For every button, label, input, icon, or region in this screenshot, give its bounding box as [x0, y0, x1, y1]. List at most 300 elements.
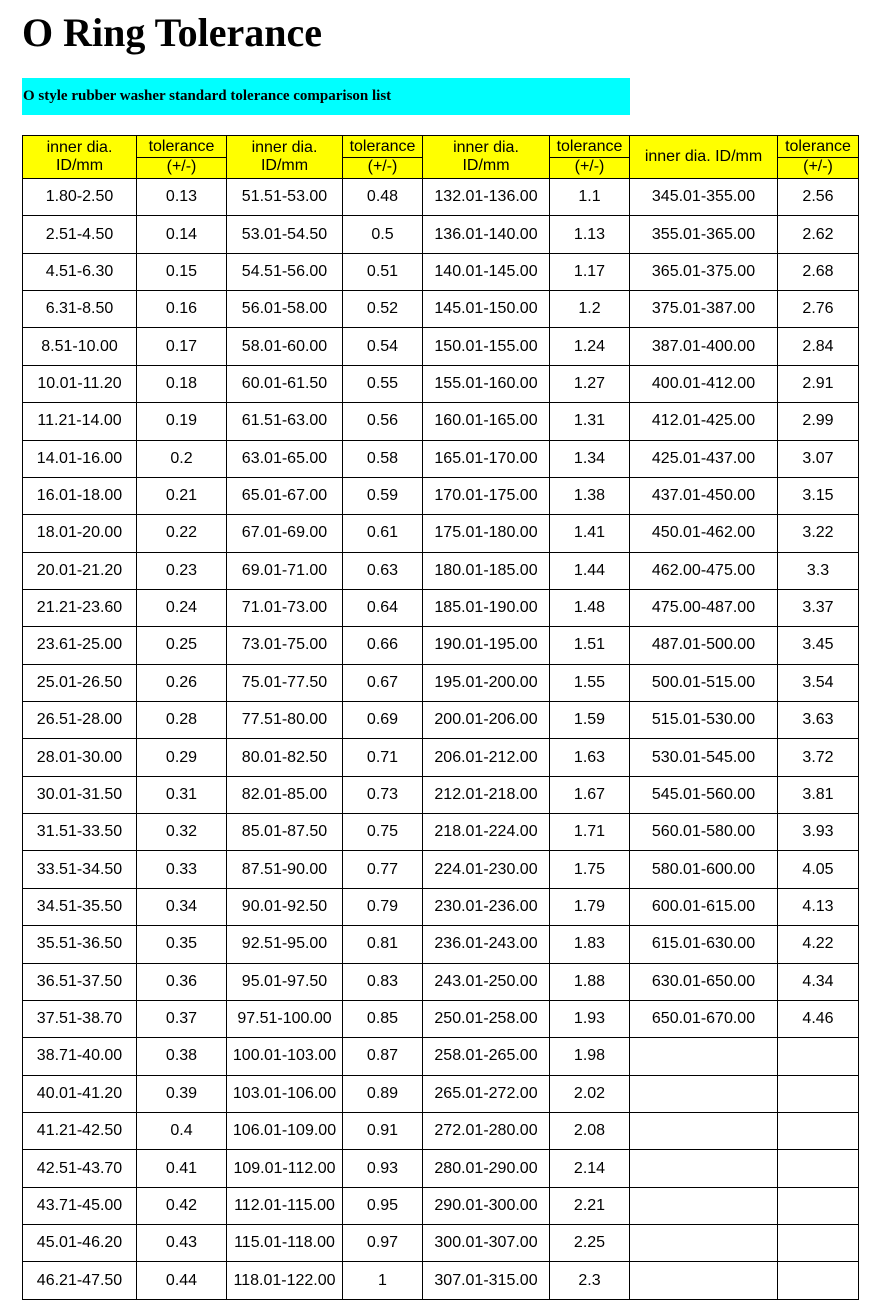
column-header-sublabel: (+/-): [803, 158, 833, 175]
inner-diameter-cell: [630, 1225, 778, 1262]
tolerance-cell: 0.85: [343, 1000, 423, 1037]
inner-diameter-cell: 170.01-175.00: [423, 477, 550, 514]
tolerance-cell: 0.35: [137, 926, 227, 963]
inner-diameter-cell: 30.01-31.50: [23, 776, 137, 813]
inner-diameter-cell: 250.01-258.00: [423, 1000, 550, 1037]
tolerance-cell: 3.37: [778, 589, 859, 626]
tolerance-cell: 1.38: [550, 477, 630, 514]
table-row: [23, 515, 859, 552]
tolerance-cell: [778, 1038, 859, 1075]
inner-diameter-cell: 580.01-600.00: [630, 851, 778, 888]
inner-diameter-cell: 136.01-140.00: [423, 216, 550, 253]
table-row: [23, 589, 859, 626]
tolerance-cell: 0.39: [137, 1075, 227, 1112]
inner-diameter-cell: 45.01-46.20: [23, 1225, 137, 1262]
tolerance-cell: 1.55: [550, 664, 630, 701]
tolerance-cell: [778, 1075, 859, 1112]
inner-diameter-cell: 100.01-103.00: [227, 1038, 343, 1075]
tolerance-cell: 0.37: [137, 1000, 227, 1037]
tolerance-cell: 1.34: [550, 440, 630, 477]
tolerance-cell: 1.75: [550, 851, 630, 888]
table-row: [23, 1225, 859, 1262]
column-header-tolerance-1: [137, 136, 227, 179]
inner-diameter-cell: 60.01-61.50: [227, 365, 343, 402]
inner-diameter-cell: 112.01-115.00: [227, 1187, 343, 1224]
tolerance-cell: 0.42: [137, 1187, 227, 1224]
inner-diameter-cell: 11.21-14.00: [23, 403, 137, 440]
inner-diameter-cell: 206.01-212.00: [423, 739, 550, 776]
tolerance-cell: 1.71: [550, 814, 630, 851]
inner-diameter-cell: 475.00-487.00: [630, 589, 778, 626]
inner-diameter-cell: 54.51-56.00: [227, 253, 343, 290]
tolerance-cell: 0.18: [137, 365, 227, 402]
inner-diameter-cell: 16.01-18.00: [23, 477, 137, 514]
tolerance-cell: 3.54: [778, 664, 859, 701]
inner-diameter-cell: 118.01-122.00: [227, 1262, 343, 1299]
inner-diameter-cell: 23.61-25.00: [23, 627, 137, 664]
table-row: [23, 702, 859, 739]
table-row: [23, 552, 859, 589]
tolerance-cell: 0.61: [343, 515, 423, 552]
tolerance-cell: 0.48: [343, 179, 423, 216]
tolerance-cell: 0.15: [137, 253, 227, 290]
tolerance-cell: 0.83: [343, 963, 423, 1000]
tolerance-cell: 3.45: [778, 627, 859, 664]
inner-diameter-cell: 38.71-40.00: [23, 1038, 137, 1075]
table-row: [23, 814, 859, 851]
inner-diameter-cell: 73.01-75.00: [227, 627, 343, 664]
inner-diameter-cell: 92.51-95.00: [227, 926, 343, 963]
tolerance-cell: 0.87: [343, 1038, 423, 1075]
tolerance-cell: 0.5: [343, 216, 423, 253]
tolerance-cell: 1.83: [550, 926, 630, 963]
tolerance-cell: 3.93: [778, 814, 859, 851]
inner-diameter-cell: 33.51-34.50: [23, 851, 137, 888]
table-row: [23, 291, 859, 328]
subtitle-text: O style rubber washer standard tolerance comparison list: [23, 88, 392, 104]
inner-diameter-cell: 69.01-71.00: [227, 552, 343, 589]
inner-diameter-cell: 103.01-106.00: [227, 1075, 343, 1112]
table-row: [23, 627, 859, 664]
inner-diameter-cell: 212.01-218.00: [423, 776, 550, 813]
table-row: [23, 664, 859, 701]
tolerance-cell: 0.56: [343, 403, 423, 440]
inner-diameter-cell: 40.01-41.20: [23, 1075, 137, 1112]
tolerance-cell: 0.63: [343, 552, 423, 589]
column-header-label: tolerance: [343, 138, 422, 158]
subtitle-banner: [22, 78, 630, 115]
tolerance-cell: 0.81: [343, 926, 423, 963]
inner-diameter-cell: 462.00-475.00: [630, 552, 778, 589]
tolerance-cell: 0.89: [343, 1075, 423, 1112]
inner-diameter-cell: 630.01-650.00: [630, 963, 778, 1000]
inner-diameter-cell: [630, 1187, 778, 1224]
inner-diameter-cell: 28.01-30.00: [23, 739, 137, 776]
inner-diameter-cell: 160.01-165.00: [423, 403, 550, 440]
tolerance-cell: 0.2: [137, 440, 227, 477]
tolerance-cell: 0.64: [343, 589, 423, 626]
inner-diameter-cell: 412.01-425.00: [630, 403, 778, 440]
tolerance-cell: 0.97: [343, 1225, 423, 1262]
table-row: [23, 963, 859, 1000]
table-row: [23, 216, 859, 253]
table-body: [23, 179, 859, 1300]
column-header-label: inner dia.: [453, 139, 519, 156]
table-row: [23, 926, 859, 963]
column-header-label: tolerance: [137, 138, 226, 158]
column-header-inner-dia-4: [630, 136, 778, 179]
inner-diameter-cell: 437.01-450.00: [630, 477, 778, 514]
tolerance-cell: 1.67: [550, 776, 630, 813]
inner-diameter-cell: 450.01-462.00: [630, 515, 778, 552]
page-title: O Ring Tolerance: [22, 10, 323, 55]
inner-diameter-cell: 46.21-47.50: [23, 1262, 137, 1299]
column-header-label: inner dia.: [46, 139, 113, 156]
table-row: [23, 440, 859, 477]
tolerance-cell: 0.95: [343, 1187, 423, 1224]
tolerance-cell: 1.98: [550, 1038, 630, 1075]
tolerance-cell: 0.34: [137, 888, 227, 925]
inner-diameter-cell: 43.71-45.00: [23, 1187, 137, 1224]
inner-diameter-cell: 425.01-437.00: [630, 440, 778, 477]
inner-diameter-cell: 71.01-73.00: [227, 589, 343, 626]
inner-diameter-cell: 95.01-97.50: [227, 963, 343, 1000]
table-row: [23, 253, 859, 290]
table-row: [23, 1150, 859, 1187]
inner-diameter-cell: 165.01-170.00: [423, 440, 550, 477]
tolerance-cell: 0.26: [137, 664, 227, 701]
tolerance-cell: 0.33: [137, 851, 227, 888]
tolerance-cell: 0.36: [137, 963, 227, 1000]
inner-diameter-cell: 180.01-185.00: [423, 552, 550, 589]
tolerance-cell: 0.29: [137, 739, 227, 776]
inner-diameter-cell: 18.01-20.00: [23, 515, 137, 552]
tolerance-cell: 2.84: [778, 328, 859, 365]
inner-diameter-cell: 218.01-224.00: [423, 814, 550, 851]
inner-diameter-cell: [630, 1038, 778, 1075]
tolerance-cell: 0.31: [137, 776, 227, 813]
inner-diameter-cell: 545.01-560.00: [630, 776, 778, 813]
inner-diameter-cell: 97.51-100.00: [227, 1000, 343, 1037]
table-row: [23, 739, 859, 776]
inner-diameter-cell: 365.01-375.00: [630, 253, 778, 290]
inner-diameter-cell: 58.01-60.00: [227, 328, 343, 365]
inner-diameter-cell: 155.01-160.00: [423, 365, 550, 402]
tolerance-cell: 0.73: [343, 776, 423, 813]
inner-diameter-cell: 65.01-67.00: [227, 477, 343, 514]
tolerance-cell: [778, 1150, 859, 1187]
table-row: [23, 1262, 859, 1299]
tolerance-cell: 0.66: [343, 627, 423, 664]
tolerance-cell: 1.63: [550, 739, 630, 776]
inner-diameter-cell: 195.01-200.00: [423, 664, 550, 701]
column-header-sublabel: ID/mm: [462, 157, 510, 174]
inner-diameter-cell: 115.01-118.00: [227, 1225, 343, 1262]
tolerance-cell: 1.13: [550, 216, 630, 253]
inner-diameter-cell: 85.01-87.50: [227, 814, 343, 851]
tolerance-cell: 0.67: [343, 664, 423, 701]
column-header-label: inner dia. ID/mm: [644, 148, 763, 165]
tolerance-cell: 0.38: [137, 1038, 227, 1075]
inner-diameter-cell: 175.01-180.00: [423, 515, 550, 552]
tolerance-cell: 4.05: [778, 851, 859, 888]
tolerance-cell: 1.41: [550, 515, 630, 552]
tolerance-cell: 2.56: [778, 179, 859, 216]
table-row: [23, 1075, 859, 1112]
tolerance-cell: [778, 1262, 859, 1299]
inner-diameter-cell: 140.01-145.00: [423, 253, 550, 290]
inner-diameter-cell: 36.51-37.50: [23, 963, 137, 1000]
tolerance-cell: 4.34: [778, 963, 859, 1000]
tolerance-cell: 1.31: [550, 403, 630, 440]
inner-diameter-cell: 272.01-280.00: [423, 1112, 550, 1149]
tolerance-cell: 0.69: [343, 702, 423, 739]
inner-diameter-cell: 345.01-355.00: [630, 179, 778, 216]
inner-diameter-cell: 106.01-109.00: [227, 1112, 343, 1149]
inner-diameter-cell: 243.01-250.00: [423, 963, 550, 1000]
inner-diameter-cell: 150.01-155.00: [423, 328, 550, 365]
table-row: [23, 1000, 859, 1037]
tolerance-cell: 1: [343, 1262, 423, 1299]
tolerance-cell: 0.59: [343, 477, 423, 514]
inner-diameter-cell: 80.01-82.50: [227, 739, 343, 776]
table-header: [23, 136, 859, 179]
column-header-sublabel: (+/-): [574, 158, 605, 175]
inner-diameter-cell: 51.51-53.00: [227, 179, 343, 216]
tolerance-cell: 3.3: [778, 552, 859, 589]
inner-diameter-cell: 20.01-21.20: [23, 552, 137, 589]
inner-diameter-cell: 190.01-195.00: [423, 627, 550, 664]
tolerance-cell: 0.44: [137, 1262, 227, 1299]
tolerance-cell: 2.02: [550, 1075, 630, 1112]
header-row: [23, 136, 859, 179]
tolerance-cell: 2.14: [550, 1150, 630, 1187]
tolerance-cell: 0.93: [343, 1150, 423, 1187]
tolerance-cell: 4.46: [778, 1000, 859, 1037]
inner-diameter-cell: [630, 1075, 778, 1112]
tolerance-cell: 0.17: [137, 328, 227, 365]
inner-diameter-cell: 560.01-580.00: [630, 814, 778, 851]
column-header-sublabel: ID/mm: [260, 157, 309, 174]
inner-diameter-cell: 109.01-112.00: [227, 1150, 343, 1187]
inner-diameter-cell: 387.01-400.00: [630, 328, 778, 365]
column-header-tolerance-2: [343, 136, 423, 179]
inner-diameter-cell: 10.01-11.20: [23, 365, 137, 402]
inner-diameter-cell: 63.01-65.00: [227, 440, 343, 477]
column-header-sublabel: (+/-): [367, 158, 398, 175]
inner-diameter-cell: 77.51-80.00: [227, 702, 343, 739]
inner-diameter-cell: 615.01-630.00: [630, 926, 778, 963]
inner-diameter-cell: 500.01-515.00: [630, 664, 778, 701]
table-row: [23, 365, 859, 402]
inner-diameter-cell: 26.51-28.00: [23, 702, 137, 739]
tolerance-cell: 1.51: [550, 627, 630, 664]
column-header-label: tolerance: [778, 138, 858, 158]
tolerance-cell: 1.79: [550, 888, 630, 925]
tolerance-cell: 1.59: [550, 702, 630, 739]
tolerance-cell: 0.79: [343, 888, 423, 925]
tolerance-cell: 0.54: [343, 328, 423, 365]
tolerance-cell: 0.24: [137, 589, 227, 626]
inner-diameter-cell: 4.51-6.30: [23, 253, 137, 290]
tolerance-cell: 1.93: [550, 1000, 630, 1037]
tolerance-cell: 0.28: [137, 702, 227, 739]
inner-diameter-cell: 25.01-26.50: [23, 664, 137, 701]
tolerance-cell: 0.14: [137, 216, 227, 253]
tolerance-cell: 1.27: [550, 365, 630, 402]
column-header-inner-dia-2: [227, 136, 343, 179]
inner-diameter-cell: [630, 1112, 778, 1149]
inner-diameter-cell: 132.01-136.00: [423, 179, 550, 216]
inner-diameter-cell: 200.01-206.00: [423, 702, 550, 739]
tolerance-cell: 2.68: [778, 253, 859, 290]
column-header-inner-dia-3: [423, 136, 550, 179]
tolerance-cell: [778, 1225, 859, 1262]
tolerance-cell: [778, 1187, 859, 1224]
inner-diameter-cell: 515.01-530.00: [630, 702, 778, 739]
table-row: [23, 1038, 859, 1075]
tolerance-cell: 0.43: [137, 1225, 227, 1262]
column-header-sublabel: (+/-): [166, 158, 197, 175]
tolerance-cell: 0.25: [137, 627, 227, 664]
tolerance-cell: 1.2: [550, 291, 630, 328]
inner-diameter-cell: 185.01-190.00: [423, 589, 550, 626]
inner-diameter-cell: 37.51-38.70: [23, 1000, 137, 1037]
inner-diameter-cell: 56.01-58.00: [227, 291, 343, 328]
column-header-tolerance-4: [778, 136, 859, 179]
inner-diameter-cell: 530.01-545.00: [630, 739, 778, 776]
tolerance-cell: 3.07: [778, 440, 859, 477]
tolerance-cell: 0.19: [137, 403, 227, 440]
inner-diameter-cell: 375.01-387.00: [630, 291, 778, 328]
table-row: [23, 851, 859, 888]
inner-diameter-cell: 145.01-150.00: [423, 291, 550, 328]
tolerance-cell: 2.3: [550, 1262, 630, 1299]
tolerance-cell: 2.91: [778, 365, 859, 402]
inner-diameter-cell: [630, 1262, 778, 1299]
column-header-label: inner dia.: [251, 139, 318, 156]
tolerance-cell: 0.22: [137, 515, 227, 552]
tolerance-cell: 1.48: [550, 589, 630, 626]
inner-diameter-cell: 600.01-615.00: [630, 888, 778, 925]
table-row: [23, 888, 859, 925]
tolerance-cell: 3.63: [778, 702, 859, 739]
inner-diameter-cell: 34.51-35.50: [23, 888, 137, 925]
tolerance-cell: 0.13: [137, 179, 227, 216]
inner-diameter-cell: 265.01-272.00: [423, 1075, 550, 1112]
tolerance-cell: 1.88: [550, 963, 630, 1000]
inner-diameter-cell: 35.51-36.50: [23, 926, 137, 963]
tolerance-cell: 0.52: [343, 291, 423, 328]
tolerance-cell: 4.22: [778, 926, 859, 963]
tolerance-cell: 2.99: [778, 403, 859, 440]
table-row: [23, 179, 859, 216]
tolerance-cell: 1.24: [550, 328, 630, 365]
tolerance-cell: 1.17: [550, 253, 630, 290]
tolerance-cell: 0.77: [343, 851, 423, 888]
column-header-label: tolerance: [550, 138, 629, 158]
inner-diameter-cell: 41.21-42.50: [23, 1112, 137, 1149]
tolerance-cell: 0.21: [137, 477, 227, 514]
table-row: [23, 776, 859, 813]
tolerance-table: [22, 135, 859, 1300]
tolerance-cell: 2.25: [550, 1225, 630, 1262]
inner-diameter-cell: 224.01-230.00: [423, 851, 550, 888]
inner-diameter-cell: 1.80-2.50: [23, 179, 137, 216]
inner-diameter-cell: 31.51-33.50: [23, 814, 137, 851]
inner-diameter-cell: 300.01-307.00: [423, 1225, 550, 1262]
column-header-sublabel: ID/mm: [55, 157, 104, 174]
tolerance-cell: 1.44: [550, 552, 630, 589]
inner-diameter-cell: 8.51-10.00: [23, 328, 137, 365]
column-header-inner-dia-1: [23, 136, 137, 179]
inner-diameter-cell: 61.51-63.00: [227, 403, 343, 440]
inner-diameter-cell: 400.01-412.00: [630, 365, 778, 402]
tolerance-cell: 0.32: [137, 814, 227, 851]
inner-diameter-cell: 307.01-315.00: [423, 1262, 550, 1299]
tolerance-cell: 3.72: [778, 739, 859, 776]
column-header-tolerance-3: [550, 136, 630, 179]
tolerance-cell: 2.76: [778, 291, 859, 328]
table-row: [23, 477, 859, 514]
inner-diameter-cell: 290.01-300.00: [423, 1187, 550, 1224]
inner-diameter-cell: 42.51-43.70: [23, 1150, 137, 1187]
inner-diameter-cell: 230.01-236.00: [423, 888, 550, 925]
tolerance-cell: 4.13: [778, 888, 859, 925]
tolerance-cell: 0.91: [343, 1112, 423, 1149]
tolerance-cell: 0.75: [343, 814, 423, 851]
inner-diameter-cell: 75.01-77.50: [227, 664, 343, 701]
inner-diameter-cell: 87.51-90.00: [227, 851, 343, 888]
table-row: [23, 403, 859, 440]
inner-diameter-cell: 236.01-243.00: [423, 926, 550, 963]
tolerance-cell: 2.08: [550, 1112, 630, 1149]
tolerance-cell: 0.23: [137, 552, 227, 589]
tolerance-cell: 0.58: [343, 440, 423, 477]
tolerance-cell: 3.22: [778, 515, 859, 552]
tolerance-cell: 0.16: [137, 291, 227, 328]
inner-diameter-cell: [630, 1150, 778, 1187]
tolerance-cell: 0.4: [137, 1112, 227, 1149]
inner-diameter-cell: 355.01-365.00: [630, 216, 778, 253]
table-row: [23, 328, 859, 365]
tolerance-cell: 1.1: [550, 179, 630, 216]
inner-diameter-cell: 67.01-69.00: [227, 515, 343, 552]
inner-diameter-cell: 258.01-265.00: [423, 1038, 550, 1075]
tolerance-cell: 0.71: [343, 739, 423, 776]
tolerance-cell: 0.55: [343, 365, 423, 402]
inner-diameter-cell: 21.21-23.60: [23, 589, 137, 626]
inner-diameter-cell: 53.01-54.50: [227, 216, 343, 253]
inner-diameter-cell: 650.01-670.00: [630, 1000, 778, 1037]
inner-diameter-cell: 90.01-92.50: [227, 888, 343, 925]
inner-diameter-cell: 280.01-290.00: [423, 1150, 550, 1187]
tolerance-cell: 3.81: [778, 776, 859, 813]
inner-diameter-cell: 14.01-16.00: [23, 440, 137, 477]
inner-diameter-cell: 487.01-500.00: [630, 627, 778, 664]
tolerance-cell: [778, 1112, 859, 1149]
table-row: [23, 1187, 859, 1224]
tolerance-cell: 2.21: [550, 1187, 630, 1224]
tolerance-cell: 3.15: [778, 477, 859, 514]
inner-diameter-cell: 6.31-8.50: [23, 291, 137, 328]
inner-diameter-cell: 82.01-85.00: [227, 776, 343, 813]
tolerance-cell: 0.51: [343, 253, 423, 290]
inner-diameter-cell: 2.51-4.50: [23, 216, 137, 253]
table-row: [23, 1112, 859, 1149]
tolerance-cell: 2.62: [778, 216, 859, 253]
tolerance-cell: 0.41: [137, 1150, 227, 1187]
